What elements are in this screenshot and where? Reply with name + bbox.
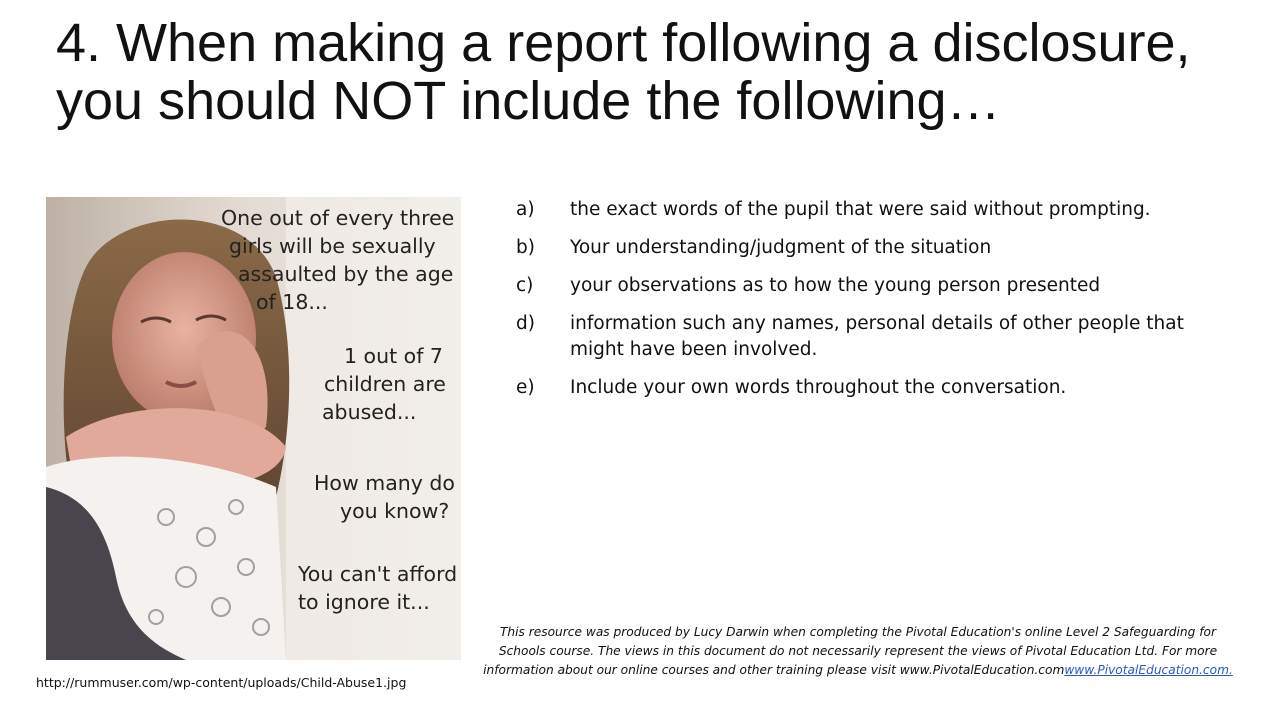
child-abuse-awareness-image	[46, 197, 461, 660]
footer-text: This resource was produced by Lucy Darwin when completing the Pivotal Education's online Level 2 Safeguarding for Schools course. The views in this document do not necessarily represent the views of Pivotal Education Ltd. For more information about our online courses and other training please visit www.PivotalEducation.com	[483, 625, 1218, 677]
footer-disclaimer	[478, 623, 1238, 680]
answer-letter: e)	[516, 377, 535, 398]
pivotal-education-link[interactable]: www.PivotalEducation.com.	[1064, 663, 1233, 677]
answer-text: Your understanding/judgment of the situation	[570, 237, 992, 258]
slide-title: 4. When making a report following a disclosure, you should NOT include the following…	[56, 13, 1191, 131]
answer-option-b	[516, 235, 1206, 261]
photo-text-line-5: 1 out of 7	[344, 344, 443, 368]
photo-text-line-1: One out of every three	[221, 206, 455, 230]
answer-letter: a)	[516, 199, 535, 220]
answer-letter: b)	[516, 237, 535, 258]
answer-text: the exact words of the pupil that were said without prompting.	[570, 199, 1151, 220]
photo-text-line-9: you know?	[340, 499, 450, 523]
answer-letter: c)	[516, 275, 534, 296]
photo-text-line-6: children are	[324, 372, 446, 396]
photo-text-line-2: girls will be sexually	[229, 234, 436, 258]
answer-options-list	[516, 197, 1206, 413]
answer-option-c	[516, 273, 1206, 299]
image-source-caption: http://rummuser.com/wp-content/uploads/Child-Abuse1.jpg	[36, 675, 407, 690]
photo-text-line-4: of 18...	[256, 290, 328, 314]
answer-text: your observations as to how the young person presented	[570, 275, 1101, 296]
answer-text: Include your own words throughout the conversation.	[570, 377, 1067, 398]
answer-option-a	[516, 197, 1206, 223]
answer-option-e	[516, 375, 1206, 401]
photo-text-line-7: abused...	[322, 400, 417, 424]
photo-text-line-11: to ignore it...	[298, 590, 430, 614]
answer-letter: d)	[516, 313, 535, 334]
answer-option-d	[516, 311, 1206, 363]
photo-text-line-10: You can't afford	[298, 562, 458, 586]
photo-text-line-3: assaulted by the age	[238, 262, 454, 286]
answer-text: information such any names, personal details of other people that might have been involved.	[570, 313, 1184, 360]
photo-text-line-8: How many do	[314, 471, 455, 495]
